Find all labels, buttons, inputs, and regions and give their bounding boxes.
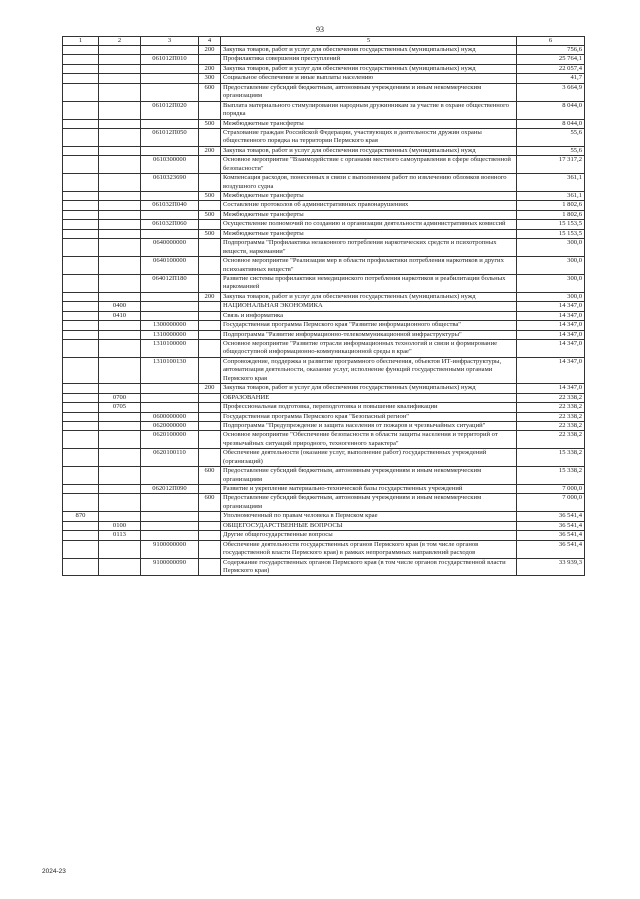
cell-expense-type bbox=[199, 531, 221, 540]
cell-target-code: 0600000000 bbox=[141, 412, 199, 421]
cell-description: Межбюджетные трансферты bbox=[221, 210, 517, 219]
cell-admin-code bbox=[63, 146, 99, 155]
cell-description: ОБРАЗОВАНИЕ bbox=[221, 393, 517, 402]
cell-amount: 361,1 bbox=[517, 192, 585, 201]
cell-amount: 8 044,0 bbox=[517, 101, 585, 119]
cell-target-code bbox=[141, 210, 199, 219]
budget-table bbox=[62, 36, 585, 576]
cell-amount: 14 347,0 bbox=[517, 321, 585, 330]
table-row bbox=[63, 393, 585, 402]
cell-expense-type: 500 bbox=[199, 192, 221, 201]
cell-admin-code bbox=[63, 174, 99, 192]
table-row bbox=[63, 512, 585, 521]
cell-description: Закупка товаров, работ и услуг для обеспечения государственных (муниципальных) нужд bbox=[221, 46, 517, 55]
cell-section-code: 0705 bbox=[99, 403, 141, 412]
cell-section-code bbox=[99, 421, 141, 430]
cell-target-code: 0620100110 bbox=[141, 449, 199, 467]
cell-section-code bbox=[99, 119, 141, 128]
cell-section-code bbox=[99, 512, 141, 521]
cell-admin-code bbox=[63, 46, 99, 55]
cell-section-code bbox=[99, 257, 141, 275]
cell-admin-code bbox=[63, 239, 99, 257]
cell-amount: 7 000,0 bbox=[517, 485, 585, 494]
cell-description: Межбюджетные трансферты bbox=[221, 119, 517, 128]
cell-amount: 14 347,0 bbox=[517, 384, 585, 393]
cell-admin-code bbox=[63, 357, 99, 383]
cell-amount: 22 338,2 bbox=[517, 421, 585, 430]
cell-admin-code bbox=[63, 540, 99, 558]
cell-description: Социальное обеспечение и иные выплаты населению bbox=[221, 74, 517, 83]
cell-admin-code bbox=[63, 412, 99, 421]
cell-amount: 36 541,4 bbox=[517, 531, 585, 540]
cell-description: Предоставление субсидий бюджетным, автономным учреждениям и иным некоммерческим организациям bbox=[221, 494, 517, 512]
header-cell-2: 2 bbox=[99, 37, 141, 46]
cell-expense-type: 600 bbox=[199, 83, 221, 101]
cell-target-code bbox=[141, 494, 199, 512]
cell-section-code bbox=[99, 494, 141, 512]
cell-expense-type: 600 bbox=[199, 467, 221, 485]
cell-target-code: 062012П090 bbox=[141, 485, 199, 494]
table-row bbox=[63, 292, 585, 301]
cell-expense-type: 300 bbox=[199, 74, 221, 83]
cell-target-code bbox=[141, 521, 199, 530]
cell-target-code: 0640100000 bbox=[141, 257, 199, 275]
cell-amount: 300,0 bbox=[517, 274, 585, 292]
cell-admin-code bbox=[63, 55, 99, 64]
cell-amount: 300,0 bbox=[517, 257, 585, 275]
cell-expense-type bbox=[199, 55, 221, 64]
table-row bbox=[63, 531, 585, 540]
cell-amount: 7 000,0 bbox=[517, 494, 585, 512]
cell-description: Развитие и укрепление материально-технической базы государственных учреждений bbox=[221, 485, 517, 494]
table-row bbox=[63, 421, 585, 430]
cell-amount: 36 541,4 bbox=[517, 521, 585, 530]
cell-expense-type: 200 bbox=[199, 64, 221, 73]
cell-amount: 33 939,3 bbox=[517, 558, 585, 576]
cell-expense-type bbox=[199, 156, 221, 174]
table-row bbox=[63, 210, 585, 219]
table-row bbox=[63, 220, 585, 229]
cell-admin-code bbox=[63, 220, 99, 229]
cell-description: Выплата материального стимулирования народным дружинникам за участие в охране общественного порядка bbox=[221, 101, 517, 119]
cell-expense-type bbox=[199, 330, 221, 339]
table-row bbox=[63, 403, 585, 412]
cell-admin-code bbox=[63, 257, 99, 275]
cell-amount: 14 347,0 bbox=[517, 357, 585, 383]
cell-amount: 55,6 bbox=[517, 146, 585, 155]
cell-description: Компенсация расходов, понесенных в связи с выполнением работ по извлечению обломков военного воздушного судна bbox=[221, 174, 517, 192]
cell-description: Связь и информатика bbox=[221, 311, 517, 320]
cell-admin-code bbox=[63, 274, 99, 292]
cell-section-code bbox=[99, 229, 141, 238]
cell-admin-code bbox=[63, 311, 99, 320]
cell-admin-code bbox=[63, 330, 99, 339]
table-row bbox=[63, 229, 585, 238]
cell-amount: 361,1 bbox=[517, 174, 585, 192]
cell-expense-type bbox=[199, 274, 221, 292]
table-row bbox=[63, 340, 585, 358]
cell-target-code: 061012П020 bbox=[141, 101, 199, 119]
table-row bbox=[63, 128, 585, 146]
cell-expense-type bbox=[199, 257, 221, 275]
cell-admin-code bbox=[63, 558, 99, 576]
cell-target-code bbox=[141, 302, 199, 311]
table-row bbox=[63, 558, 585, 576]
cell-expense-type bbox=[199, 421, 221, 430]
header-cell-6: 6 bbox=[517, 37, 585, 46]
cell-target-code bbox=[141, 119, 199, 128]
cell-admin-code bbox=[63, 521, 99, 530]
cell-section-code bbox=[99, 174, 141, 192]
cell-amount: 22 338,2 bbox=[517, 393, 585, 402]
cell-section-code bbox=[99, 239, 141, 257]
cell-target-code bbox=[141, 192, 199, 201]
cell-amount: 41,7 bbox=[517, 74, 585, 83]
table-row bbox=[63, 302, 585, 311]
cell-section-code bbox=[99, 340, 141, 358]
table-row bbox=[63, 412, 585, 421]
cell-target-code: 061012П010 bbox=[141, 55, 199, 64]
cell-expense-type bbox=[199, 403, 221, 412]
cell-expense-type bbox=[199, 239, 221, 257]
cell-section-code bbox=[99, 46, 141, 55]
cell-amount: 300,0 bbox=[517, 239, 585, 257]
cell-amount: 14 347,0 bbox=[517, 302, 585, 311]
cell-expense-type bbox=[199, 128, 221, 146]
cell-section-code: 0700 bbox=[99, 393, 141, 402]
cell-section-code: 0410 bbox=[99, 311, 141, 320]
cell-amount: 14 347,0 bbox=[517, 340, 585, 358]
cell-expense-type bbox=[199, 512, 221, 521]
cell-expense-type: 200 bbox=[199, 384, 221, 393]
cell-amount: 3 664,9 bbox=[517, 83, 585, 101]
cell-expense-type bbox=[199, 393, 221, 402]
cell-target-code bbox=[141, 512, 199, 521]
table-row bbox=[63, 64, 585, 73]
cell-section-code bbox=[99, 330, 141, 339]
cell-description: Содержание государственных органов Пермского края (в том числе органов государственной власти Пермского края) bbox=[221, 558, 517, 576]
cell-admin-code: 870 bbox=[63, 512, 99, 521]
table-row bbox=[63, 311, 585, 320]
cell-amount: 15 338,2 bbox=[517, 449, 585, 467]
cell-section-code bbox=[99, 357, 141, 383]
cell-expense-type: 200 bbox=[199, 292, 221, 301]
cell-admin-code bbox=[63, 119, 99, 128]
cell-description: Закупка товаров, работ и услуг для обеспечения государственных (муниципальных) нужд bbox=[221, 146, 517, 155]
cell-amount: 14 347,0 bbox=[517, 330, 585, 339]
cell-amount: 1 802,6 bbox=[517, 210, 585, 219]
cell-target-code: 0610300000 bbox=[141, 156, 199, 174]
cell-section-code bbox=[99, 467, 141, 485]
cell-admin-code bbox=[63, 384, 99, 393]
cell-target-code: 064012П180 bbox=[141, 274, 199, 292]
cell-expense-type bbox=[199, 311, 221, 320]
cell-target-code: 9100000000 bbox=[141, 540, 199, 558]
cell-description: Профилактика совершения преступлений bbox=[221, 55, 517, 64]
cell-description: Межбюджетные трансферты bbox=[221, 192, 517, 201]
cell-admin-code bbox=[63, 449, 99, 467]
table-row bbox=[63, 431, 585, 449]
cell-description: Уполномоченный по правам человека в Пермском крае bbox=[221, 512, 517, 521]
table-row bbox=[63, 119, 585, 128]
cell-description: Подпрограмма "Профилактика незаконного потребления наркотических средств и психотропных веществ, наркомании" bbox=[221, 239, 517, 257]
cell-section-code bbox=[99, 64, 141, 73]
table-row bbox=[63, 274, 585, 292]
cell-target-code bbox=[141, 146, 199, 155]
cell-description: Обеспечение деятельности государственных органов Пермского края (в том числе органов государственной власти Пермского края) в рамках непрограммных направлений расходов bbox=[221, 540, 517, 558]
cell-amount: 22 338,2 bbox=[517, 412, 585, 421]
cell-amount: 756,6 bbox=[517, 46, 585, 55]
cell-amount: 1 802,6 bbox=[517, 201, 585, 210]
cell-description: ОБЩЕГОСУДАРСТВЕННЫЕ ВОПРОСЫ bbox=[221, 521, 517, 530]
cell-admin-code bbox=[63, 302, 99, 311]
cell-target-code: 1310100000 bbox=[141, 340, 199, 358]
cell-target-code bbox=[141, 531, 199, 540]
cell-target-code: 1310100130 bbox=[141, 357, 199, 383]
cell-description: Основное мероприятие "Развитие отрасли информационных технологий и связи и формирование общедоступной информационно-коммуникационной среды в крае" bbox=[221, 340, 517, 358]
cell-section-code bbox=[99, 412, 141, 421]
cell-admin-code bbox=[63, 201, 99, 210]
cell-expense-type bbox=[199, 340, 221, 358]
table-row bbox=[63, 201, 585, 210]
cell-description: Основное мероприятие "Реализация мер в области профилактики потребления наркотиков и других психоактивных веществ" bbox=[221, 257, 517, 275]
cell-target-code: 061032П040 bbox=[141, 201, 199, 210]
table-row bbox=[63, 467, 585, 485]
cell-expense-type: 500 bbox=[199, 210, 221, 219]
table-row bbox=[63, 384, 585, 393]
cell-section-code: 0113 bbox=[99, 531, 141, 540]
cell-section-code bbox=[99, 201, 141, 210]
cell-section-code bbox=[99, 55, 141, 64]
cell-section-code bbox=[99, 146, 141, 155]
cell-target-code bbox=[141, 292, 199, 301]
cell-admin-code bbox=[63, 393, 99, 402]
cell-expense-type bbox=[199, 101, 221, 119]
table-header-row bbox=[63, 37, 585, 46]
cell-admin-code bbox=[63, 467, 99, 485]
cell-target-code: 9100000090 bbox=[141, 558, 199, 576]
table-row bbox=[63, 156, 585, 174]
cell-admin-code bbox=[63, 64, 99, 73]
table-row bbox=[63, 174, 585, 192]
table-row bbox=[63, 521, 585, 530]
table-row bbox=[63, 494, 585, 512]
cell-description: НАЦИОНАЛЬНАЯ ЭКОНОМИКА bbox=[221, 302, 517, 311]
cell-expense-type bbox=[199, 321, 221, 330]
cell-amount: 55,6 bbox=[517, 128, 585, 146]
header-cell-1: 1 bbox=[63, 37, 99, 46]
cell-admin-code bbox=[63, 229, 99, 238]
cell-admin-code bbox=[63, 421, 99, 430]
cell-description: Закупка товаров, работ и услуг для обеспечения государственных (муниципальных) нужд bbox=[221, 384, 517, 393]
cell-section-code bbox=[99, 384, 141, 393]
cell-admin-code bbox=[63, 210, 99, 219]
header-cell-3: 3 bbox=[141, 37, 199, 46]
cell-amount: 36 541,4 bbox=[517, 512, 585, 521]
cell-admin-code bbox=[63, 403, 99, 412]
cell-target-code bbox=[141, 83, 199, 101]
table-row bbox=[63, 74, 585, 83]
cell-target-code bbox=[141, 46, 199, 55]
cell-section-code bbox=[99, 128, 141, 146]
cell-expense-type bbox=[199, 449, 221, 467]
cell-section-code bbox=[99, 292, 141, 301]
cell-section-code bbox=[99, 431, 141, 449]
cell-target-code bbox=[141, 229, 199, 238]
cell-description: Государственная программа Пермского края "Развитие информационного общества" bbox=[221, 321, 517, 330]
cell-target-code bbox=[141, 311, 199, 320]
table-row bbox=[63, 257, 585, 275]
cell-target-code bbox=[141, 403, 199, 412]
header-cell-5: 5 bbox=[221, 37, 517, 46]
cell-section-code bbox=[99, 558, 141, 576]
cell-target-code bbox=[141, 74, 199, 83]
cell-section-code: 0100 bbox=[99, 521, 141, 530]
cell-admin-code bbox=[63, 494, 99, 512]
cell-admin-code bbox=[63, 292, 99, 301]
cell-amount: 15 153,5 bbox=[517, 220, 585, 229]
cell-amount: 15 338,2 bbox=[517, 467, 585, 485]
cell-target-code bbox=[141, 384, 199, 393]
cell-expense-type: 500 bbox=[199, 119, 221, 128]
cell-section-code bbox=[99, 156, 141, 174]
table-row bbox=[63, 485, 585, 494]
cell-description: Межбюджетные трансферты bbox=[221, 229, 517, 238]
cell-expense-type: 200 bbox=[199, 146, 221, 155]
table-row bbox=[63, 101, 585, 119]
cell-amount: 17 317,2 bbox=[517, 156, 585, 174]
cell-target-code bbox=[141, 467, 199, 485]
cell-admin-code bbox=[63, 192, 99, 201]
cell-admin-code bbox=[63, 101, 99, 119]
footer-code: 2024-23 bbox=[42, 868, 66, 875]
cell-description: Закупка товаров, работ и услуг для обеспечения государственных (муниципальных) нужд bbox=[221, 292, 517, 301]
cell-section-code bbox=[99, 210, 141, 219]
cell-description: Предоставление субсидий бюджетным, автономным учреждениям и иным некоммерческим организациям bbox=[221, 83, 517, 101]
page-number: 93 bbox=[316, 25, 324, 34]
table-row bbox=[63, 321, 585, 330]
cell-expense-type bbox=[199, 431, 221, 449]
cell-description: Профессиональная подготовка, переподготовка и повышение квалификации bbox=[221, 403, 517, 412]
cell-section-code bbox=[99, 485, 141, 494]
cell-expense-type bbox=[199, 302, 221, 311]
cell-admin-code bbox=[63, 321, 99, 330]
cell-section-code bbox=[99, 220, 141, 229]
cell-admin-code bbox=[63, 340, 99, 358]
table-row bbox=[63, 146, 585, 155]
cell-amount: 22 338,2 bbox=[517, 403, 585, 412]
cell-description: Сопровождение, поддержка и развитие программного обеспечения, объектов ИТ-инфраструктуры, автоматизация деятельности, оказание услуг, исполнение функций государственными органами Пермского края bbox=[221, 357, 517, 383]
table-row bbox=[63, 46, 585, 55]
cell-amount: 22 057,4 bbox=[517, 64, 585, 73]
cell-amount: 300,0 bbox=[517, 292, 585, 301]
cell-section-code bbox=[99, 274, 141, 292]
table-row bbox=[63, 330, 585, 339]
cell-section-code bbox=[99, 321, 141, 330]
cell-amount: 15 153,5 bbox=[517, 229, 585, 238]
cell-expense-type bbox=[199, 412, 221, 421]
cell-section-code bbox=[99, 74, 141, 83]
table-row bbox=[63, 239, 585, 257]
cell-section-code bbox=[99, 449, 141, 467]
cell-amount: 14 347,0 bbox=[517, 311, 585, 320]
cell-expense-type: 200 bbox=[199, 46, 221, 55]
cell-admin-code bbox=[63, 74, 99, 83]
cell-target-code bbox=[141, 393, 199, 402]
cell-admin-code bbox=[63, 431, 99, 449]
cell-section-code bbox=[99, 83, 141, 101]
cell-admin-code bbox=[63, 485, 99, 494]
cell-description: Составление протоколов об административных правонарушениях bbox=[221, 201, 517, 210]
cell-section-code bbox=[99, 540, 141, 558]
cell-admin-code bbox=[63, 128, 99, 146]
cell-target-code: 0610323690 bbox=[141, 174, 199, 192]
table-row bbox=[63, 449, 585, 467]
cell-description: Подпрограмма "Предупреждение и защита населения от пожаров и чрезвычайных ситуаций" bbox=[221, 421, 517, 430]
cell-expense-type bbox=[199, 558, 221, 576]
table-row bbox=[63, 55, 585, 64]
table-row bbox=[63, 357, 585, 383]
cell-expense-type bbox=[199, 174, 221, 192]
cell-expense-type: 500 bbox=[199, 229, 221, 238]
cell-amount: 22 338,2 bbox=[517, 431, 585, 449]
cell-expense-type bbox=[199, 521, 221, 530]
cell-description: Обеспечение деятельности (оказание услуг, выполнение работ) государственных учреждений (организаций) bbox=[221, 449, 517, 467]
cell-amount: 25 764,1 bbox=[517, 55, 585, 64]
cell-description: Государственная программа Пермского края "Безопасный регион" bbox=[221, 412, 517, 421]
cell-expense-type bbox=[199, 201, 221, 210]
cell-amount: 36 541,4 bbox=[517, 540, 585, 558]
cell-target-code: 0620100000 bbox=[141, 431, 199, 449]
table-row bbox=[63, 192, 585, 201]
table-row bbox=[63, 540, 585, 558]
cell-target-code: 061032П060 bbox=[141, 220, 199, 229]
cell-expense-type bbox=[199, 357, 221, 383]
cell-description: Подпрограмма "Развитие информационно-телекоммуникационной инфраструктуры" bbox=[221, 330, 517, 339]
cell-target-code: 1310000000 bbox=[141, 330, 199, 339]
cell-section-code bbox=[99, 192, 141, 201]
cell-expense-type bbox=[199, 220, 221, 229]
cell-description: Предоставление субсидий бюджетным, автономным учреждениям и иным некоммерческим организациям bbox=[221, 467, 517, 485]
cell-description: Закупка товаров, работ и услуг для обеспечения государственных (муниципальных) нужд bbox=[221, 64, 517, 73]
cell-target-code: 0620000000 bbox=[141, 421, 199, 430]
cell-target-code: 1300000000 bbox=[141, 321, 199, 330]
cell-section-code bbox=[99, 101, 141, 119]
cell-admin-code bbox=[63, 83, 99, 101]
cell-admin-code bbox=[63, 156, 99, 174]
cell-target-code: 0640000000 bbox=[141, 239, 199, 257]
cell-section-code: 0400 bbox=[99, 302, 141, 311]
cell-target-code bbox=[141, 64, 199, 73]
cell-description: Основное мероприятие "Взаимодействие с органами местного самоуправления в сфере общественной безопасности" bbox=[221, 156, 517, 174]
table-row bbox=[63, 83, 585, 101]
cell-description: Основное мероприятие "Обеспечение безопасности в области защиты населения и территорий от чрезвычайных ситуаций природного, техногенного характера" bbox=[221, 431, 517, 449]
cell-description: Развитие системы профилактики немедицинского потребления наркотиков и реабилитации больных наркоманией bbox=[221, 274, 517, 292]
cell-target-code: 061012П050 bbox=[141, 128, 199, 146]
cell-expense-type bbox=[199, 485, 221, 494]
header-cell-4: 4 bbox=[199, 37, 221, 46]
cell-admin-code bbox=[63, 531, 99, 540]
cell-description: Другие общегосударственные вопросы bbox=[221, 531, 517, 540]
cell-description: Страхование граждан Российской Федерации, участвующих в деятельности дружин охраны общественного порядка на территории Пермского края bbox=[221, 128, 517, 146]
cell-description: Осуществление полномочий по созданию и организации деятельности административных комиссий bbox=[221, 220, 517, 229]
cell-amount: 8 044,0 bbox=[517, 119, 585, 128]
cell-expense-type bbox=[199, 540, 221, 558]
cell-expense-type: 600 bbox=[199, 494, 221, 512]
